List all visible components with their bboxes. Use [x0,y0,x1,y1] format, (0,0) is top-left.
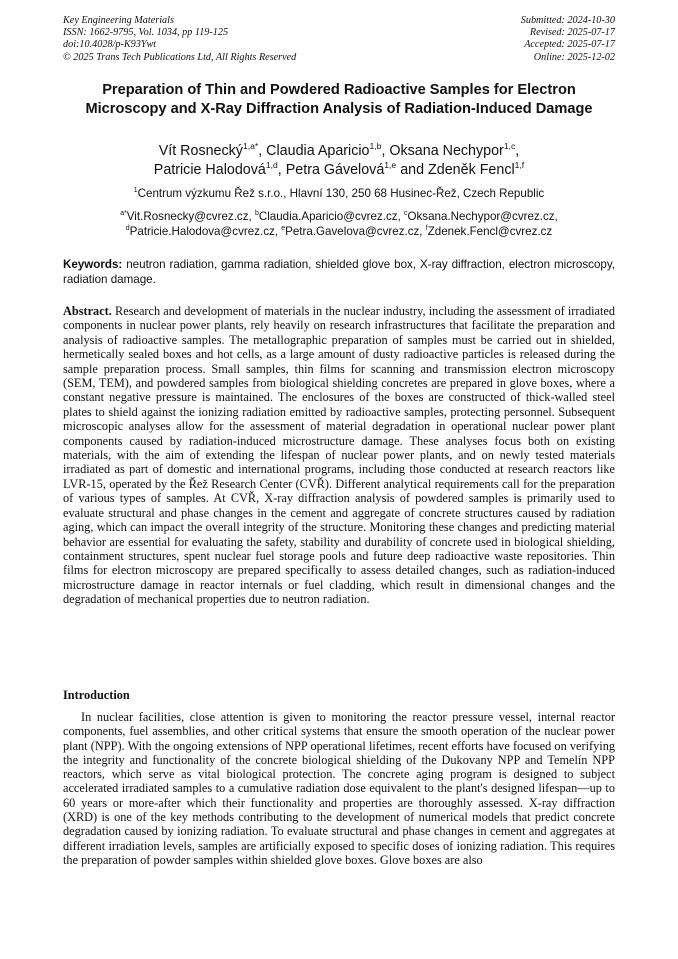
author-name: Claudia Aparicio [266,143,370,159]
dates-header [521,15,615,64]
journal-copyright: © 2025 Trans Tech Publications Ltd, All Rights Reserved [63,51,297,63]
author-affiliation-mark: 1,a* [242,141,259,152]
author [153,159,286,178]
journal-name: Key Engineering Materials [63,15,174,26]
paper-title: Preparation of Thin and Powdered Radioactive Samples for Electron Microscopy and X-Ray Diffraction Analysis of Radiation-Induced Damage [85,82,593,117]
author-separator: , [277,161,286,178]
date-online: Online: 2025-12-02 [533,51,615,63]
email-mark: e [281,225,286,233]
email-address: Patricie.Halodova@cvrez.cz, [129,225,282,238]
author [428,159,525,178]
author-name: Oksana Nechypor [389,143,504,159]
journal-doi: doi:10.4028/p-K93Ywt [63,39,157,51]
date-submitted: Submitted: 2024-10-30 [520,15,615,26]
date-revised: Revised: 2025-07-17 [529,27,615,39]
email-line [63,209,615,224]
author-separator: , [258,143,267,159]
author [266,143,389,159]
author-affiliation-mark: 1,b [369,141,382,152]
affiliation [63,187,615,201]
author-separator: , [381,143,390,159]
email-address: Vit.Rosnecky@cvrez.cz, [126,210,255,223]
email-line [63,224,615,239]
author-list [63,142,615,179]
affiliation-mark: 1 [133,187,138,195]
email-mark: b [254,210,259,218]
email-address: Zdenek.Fencl@cvrez.cz [427,225,553,238]
keywords [63,258,615,287]
email-mark: c [403,210,408,218]
author-emails [63,209,615,239]
keywords-label: Keywords: [63,258,123,271]
author-name: Zdeněk Fencl [428,161,515,178]
affiliation-text: Centrum výzkumu Řež s.r.o., Hlavní 130, 250 68 Husinec-Řež, Czech Republic [137,187,545,200]
email-address: Claudia.Aparicio@cvrez.cz, [258,210,404,223]
email-address: Oksana.Nechypor@cvrez.cz, [407,210,558,223]
email-address: Petra.Gavelova@cvrez.cz, [285,225,426,238]
email-mark: f [425,225,428,233]
abstract [63,304,615,607]
section-heading-introduction: Introduction [63,688,130,702]
date-accepted: Accepted: 2025-07-17 [524,39,615,51]
keywords-text: neutron radiation, gamma radiation, shielded glove box, X-ray diffraction, electron microscopy, radiation damage. [63,258,615,286]
author-name: Petra Gávelová [285,161,385,178]
introduction-paragraph: In nuclear facilities, close attention is given to monitoring the reactor pressure vessel, internal reactor components, fuel assemblies, and other critical systems that ensure the smooth operation of the nuclear power plant (NPP). With the ongoing extensions of NPP operational lifetimes, recent efforts have focused on verifying the integrity and functionality of the concrete biological shielding of the Dukovany NPP and Temelín NPP reactors, which serve as vital biological protection. The concrete aging program is designed to subject accelerated irradiated samples to a cumulative radiation dose equivalent to the plant's designed lifespan—up to 60 years or more-after which their functionality and properties are thoroughly assessed. X-ray diffraction (XRD) is one of the key methods contributing to the development of numerical models that predict concrete degradation caused by ionizing radiation. To evaluate structural and phase changes in cement and aggregates at different irradiation levels, samples are artificially exposed to specific doses of ionizing radiation. This requires the preparation of powder samples within shielded glove boxes. Glove boxes are also [63,710,615,867]
email-mark: d [125,225,130,233]
email-mark: a* [120,210,127,218]
journal-header [63,15,296,64]
author-separator: and [396,161,429,178]
abstract-text: Research and development of materials in the nuclear industry, including the assessment of irradiated components in nuclear power plants, rely heavily on research infrastructures that facilitate the preparation and analysis of radioactive samples. The metallographic preparation of samples must be carried out in shielded, hermetically sealed boxes and hot cells, as a large amount of dusty radioactive particles is released during the sample preparation process. Small samples, thin films for scanning and transmission electron microscopy (SEM, TEM), and powdered samples from biological shielding concretes are prepared in glove boxes, where a constant negative pressure is maintained. The enclosures of the boxes are constructed of thick-walled steel plates to shield against the ionizing radiation emitted by radioactive samples, protecting personnel. Subsequent microscopic analyses allow for the assessment of material degradation in operational nuclear power plant components caused by radiation-induced microstructure damage. These analyses focus both on existing materials, with the aim of extending the lifespan of nuclear power plants, and on newly tested materials irradiated as part of domestic and international programs, including those conducted at research reactors like LVR-15, operated by the Řež Research Center (CVŘ). Different analytical requirements call for the preparation of various types of samples. At CVŘ, X-ray diffraction analysis of powdered samples is primarily used to evaluate structural and phase changes in the cement and aggregate of concrete structures caused by radiation aging, which can impact the overall integrity of the structure. Monitoring these changes and predicting material behavior are essential for evaluating the safety, stability and durability of concrete used in biological shielding, containment structures, spent nuclear fuel storage pools and future deep radioactive waste repositories. Thin films for electron microscopy are prepared specifically to assess detailed changes, such as radiation-induced microstructure damage in reactor internals or fuel cladding, which result in dimensional changes and the degradation of mechanical properties due to neutron radiation. [63,304,615,607]
author-name: Patricie Halodová [153,161,266,178]
author [159,143,266,159]
journal-issn: ISSN: 1662-9795, Vol. 1034, pp 119-125 [63,27,229,39]
author [389,143,519,159]
author [285,159,429,178]
author-separator: , [515,143,520,159]
author-affiliation-mark: 1,f [514,159,525,170]
abstract-label: Abstract. [63,304,112,318]
author-affiliation-mark: 1,d [265,159,278,170]
author-affiliation-mark: 1,c [503,141,516,152]
author-name: Vít Rosnecký [158,143,243,159]
author-affiliation-mark: 1,e [384,159,397,170]
